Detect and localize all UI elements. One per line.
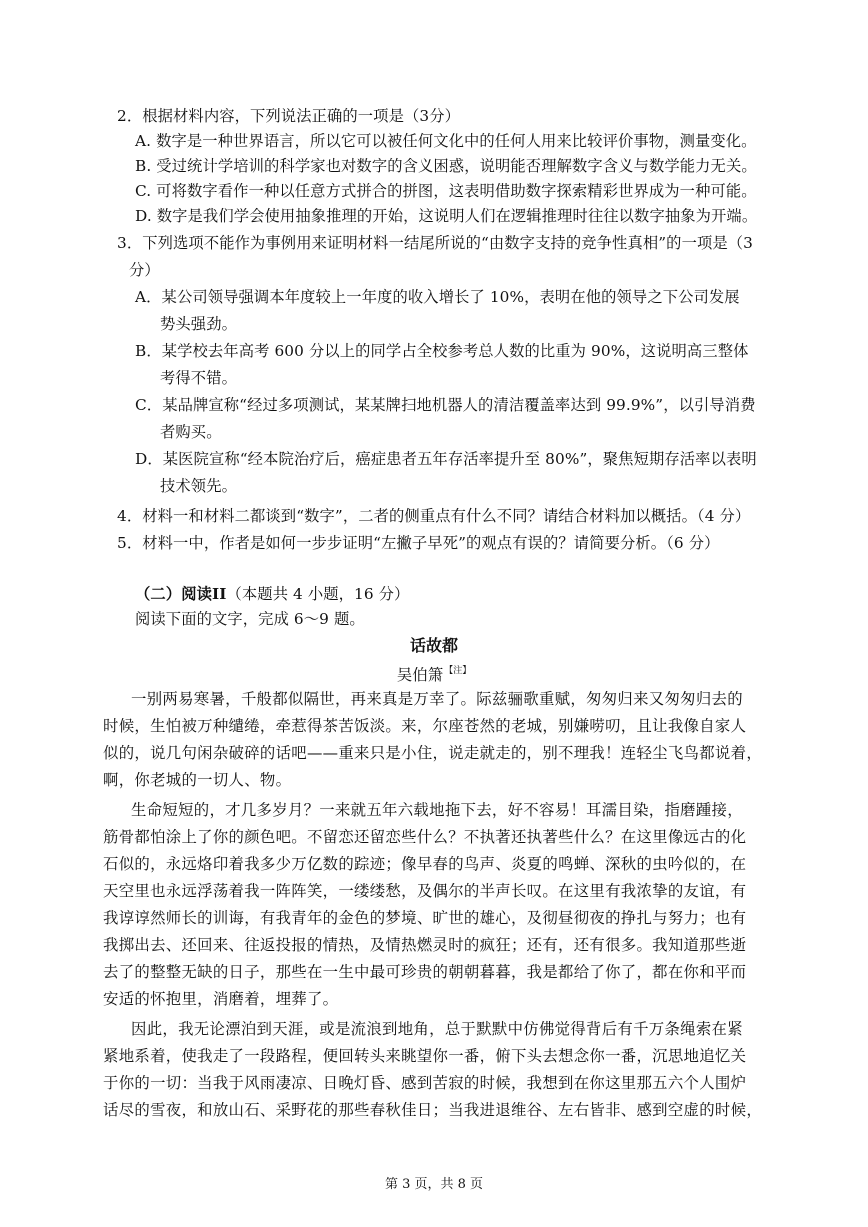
article-line: 我谆谆然师长的训诲，有我青年的金色的梦境、旷世的雄心，及彻昼彻夜的挣扎与努力；也有 xyxy=(103,909,747,927)
question-3-option-c: C．某品牌宣称“经过多项测试，某某牌扫地机器人的清洁覆盖率达到 99.9%”，以引导消费 xyxy=(135,396,756,414)
article-line: 去了的整整无缺的日子，那些在一生中最可珍贵的朝朝暮暮，我是都给了你了，都在你和平而 xyxy=(103,963,747,981)
article-line: 一别两易寒暑，千般都似隔世，再来真是万幸了。际兹骊歌重赋，匆匆归来又匆匆归去的 xyxy=(131,690,743,708)
question-2-option-c: C. 可将数字看作一种以任意方式拼合的拼图，这表明借助数字探索精彩世界成为一种可能。 xyxy=(135,182,757,200)
section-heading xyxy=(135,584,409,604)
author-name: 吴伯箫 xyxy=(396,666,444,684)
question-2-option-a: A. 数字是一种世界语言，所以它可以被任何文化中的任何人用来比较评价事物，测量变化。 xyxy=(135,132,757,150)
article-line: 筋骨都怕涂上了你的颜色吧。不留恋还留恋些什么？不执著还执著些什么？在这里像远古的化 xyxy=(103,828,747,846)
article-line: 我掷出去、还回来、往返投报的情热，及情热燃灵时的疯狂；还有，还有很多。我知道那些逝 xyxy=(103,936,747,954)
article-line: 安适的怀抱里，消磨着，埋葬了。 xyxy=(103,990,339,1008)
article-line: 时候，生怕被万种缱绻，牵惹得茶苦饭淡。来，尔座苍然的老城，别嫌唠叨，且让我像自家人 xyxy=(103,717,747,735)
section-title: （二）阅读II xyxy=(135,585,227,603)
article-line: 石似的，永远烙印着我多少万亿数的踪迹；像早春的鸟声、炎夏的鸣蝉、深秋的虫吟似的，在 xyxy=(103,855,747,873)
question-3-option-d-cont: 技术领先。 xyxy=(160,477,237,495)
article-line: 生命短短的，才几多岁月？一来就五年六载地拖下去，好不容易！耳濡目染，指磨踵接， xyxy=(131,801,743,819)
question-2-option-d: D. 数字是我们学会使用抽象推理的开始，这说明人们在逻辑推理时往往以数字抽象为开端。 xyxy=(135,207,758,225)
question-3-option-c-cont: 者购买。 xyxy=(160,423,222,441)
question-2-option-b: B. 受过统计学培训的科学家也对数字的含义困惑，说明能否理解数字含义与数学能力无关。 xyxy=(135,157,757,175)
article-line: 因此，我无论漂泊到天涯，或是流浪到地角，总于默默中仿佛觉得背后有千万条绳索在紧 xyxy=(131,1020,743,1038)
article-title: 话故都 xyxy=(409,636,458,655)
author-footnote-mark: 【注】 xyxy=(444,666,472,676)
question-5: 5．材料一中，作者是如何一步步证明“左撇子早死”的观点有误的？请简要分析。（6 分） xyxy=(117,534,720,552)
question-3-option-d: D．某医院宣称“经本院治疗后，癌症患者五年存活率提升至 80%”，聚焦短期存活率以表明 xyxy=(135,450,757,468)
section-instruction: 阅读下面的文字，完成 6～9 题。 xyxy=(135,610,365,628)
article-line: 啊，你老城的一切人、物。 xyxy=(103,771,292,789)
question-3-option-b-cont: 考得不错。 xyxy=(160,369,237,387)
page-number: 第 3 页，共 8 页 xyxy=(384,1177,484,1192)
article-author xyxy=(0,660,868,686)
article-line: 于你的一切：当我于风雨凄凉、日晚灯昏、感到苦寂的时候，我想到在你这里那五六个人围炉 xyxy=(103,1074,747,1092)
article-line: 似的，说几句闲杂破碎的话吧——重来只是小住，说走就走的，别不理我！连轻尘飞鸟都说着， xyxy=(103,744,763,762)
question-3-option-a-cont: 势头强劲。 xyxy=(160,315,237,333)
question-3-option-b: B．某学校去年高考 600 分以上的同学占全校参考总人数的比重为 90%，这说明高三整体 xyxy=(135,342,749,360)
question-3-stem: 3．下列选项不能作为事例用来证明材料一结尾所说的“由数字支持的竞争性真相”的一项是（3 xyxy=(117,234,753,252)
question-2-stem: 2．根据材料内容，下列说法正确的一项是（3分） xyxy=(117,107,461,125)
section-subtitle: （本题共 4 小题，16 分） xyxy=(226,585,410,603)
question-4: 4．材料一和材料二都谈到“数字”，二者的侧重点有什么不同？请结合材料加以概括。（4 分） xyxy=(117,507,751,525)
article-line: 天空里也永远浮荡着我一阵阵笑，一缕缕愁，及偶尔的半声长叹。在这里有我浓挚的友谊，有 xyxy=(103,882,747,900)
article-line: 话尽的雪夜，和放山石、采野花的那些春秋佳日；当我进退维谷、左右皆非、感到空虚的时候， xyxy=(103,1101,763,1119)
question-3-stem-cont: 分） xyxy=(129,261,160,279)
question-3-option-a: A．某公司领导强调本年度较上一年度的收入增长了 10%，表明在他的领导之下公司发展 xyxy=(135,288,740,306)
article-line: 紧地系着，使我走了一段路程，便回转头来眺望你一番，俯下头去想念你一番，沉思地追忆关 xyxy=(103,1047,747,1065)
